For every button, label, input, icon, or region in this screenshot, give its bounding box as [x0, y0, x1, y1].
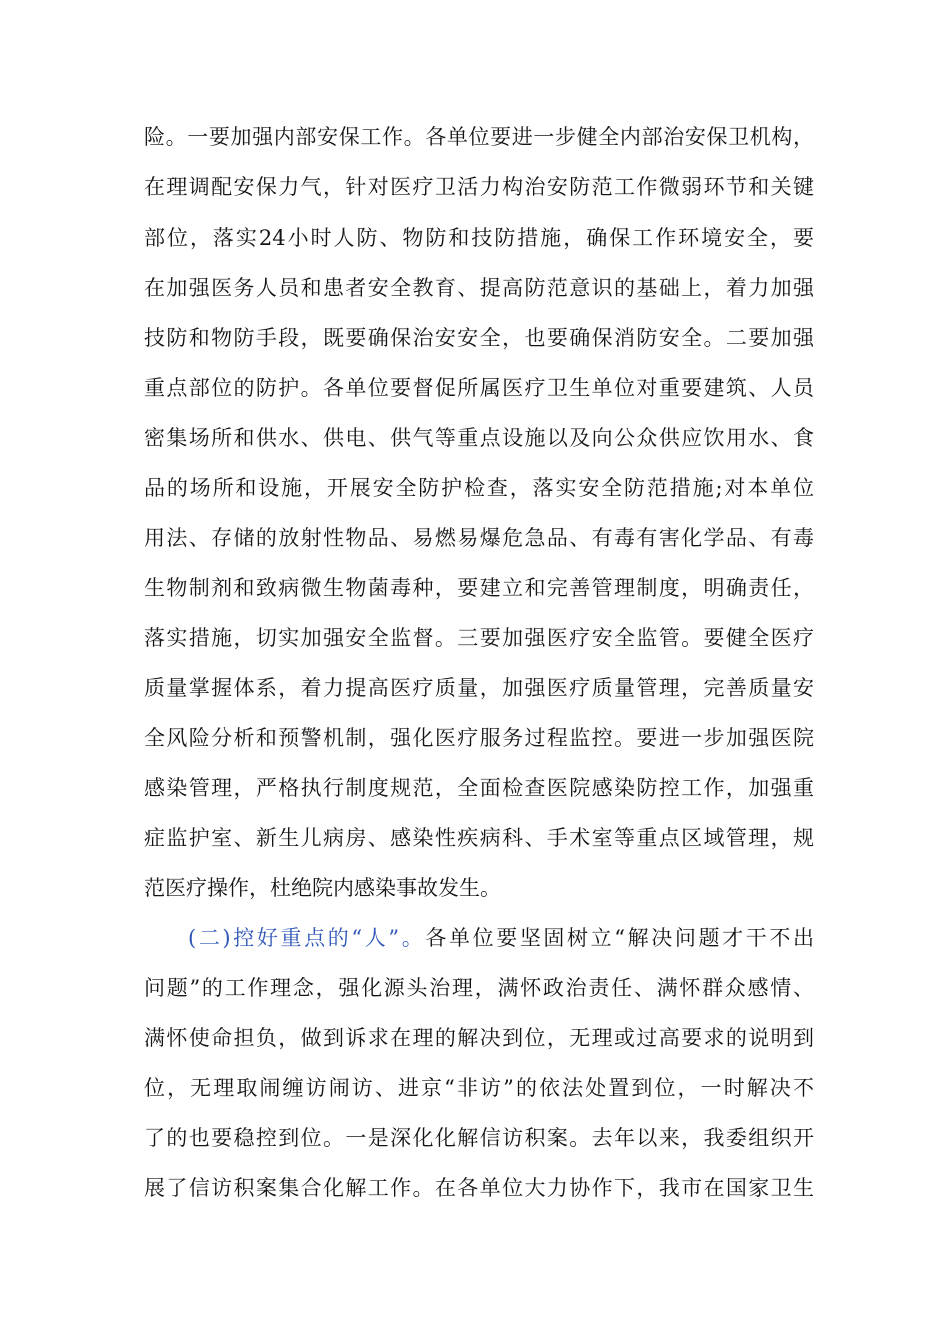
paragraph-1-line-6: 重点部位的防护。各单位要督促所属医疗卫生单位对重要建筑、人员 — [144, 376, 814, 400]
paragraph-1-line-1: 险。一要加强内部安保工作。各单位要进一步健全内部治安保卫机构， — [144, 125, 814, 149]
section-heading: (二)控好重点的“人”。 — [188, 926, 426, 950]
paragraph-1-line-10: 生物制剂和致病微生物菌毒种，要建立和完善管理制度，明确责任， — [144, 576, 814, 600]
paragraph-1-line-14: 感染管理，严格执行制度规范，全面检查医院感染防控工作，加强重 — [144, 776, 814, 800]
paragraph-1-line-15: 症监护室、新生儿病房、感染性疾病科、手术室等重点区域管理，规 — [144, 826, 814, 850]
paragraph-1-line-7: 密集场所和供水、供电、供气等重点设施以及向公众供应饮用水、食 — [144, 426, 814, 450]
paragraph-1-line-16: 范医疗操作，杜绝院内感染事故发生。 — [144, 876, 501, 900]
paragraph-2-line-2: 问题”的工作理念，强化源头治理，满怀政治责任、满怀群众感情、 — [144, 976, 814, 1000]
paragraph-1-line-4: 在加强医务人员和患者安全教育、提高防范意识的基础上，着力加强 — [144, 276, 814, 300]
paragraph-2-line-1-text: 各单位要坚固树立“解决问题才干不出 — [425, 926, 815, 950]
paragraph-1-line-5: 技防和物防手段，既要确保治安安全，也要确保消防安全。二要加强 — [144, 326, 814, 350]
paragraph-1-line-3: 部位，落实24小时人防、物防和技防措施，确保工作环境安全，要 — [144, 226, 814, 250]
paragraph-1-line-9: 用法、存储的放射性物品、易燃易爆危急品、有毒有害化学品、有毒 — [144, 526, 814, 550]
paragraph-1-line-13: 全风险分析和预警机制，强化医疗服务过程监控。要进一步加强医院 — [144, 726, 814, 750]
paragraph-2-line-3: 满怀使命担负，做到诉求在理的解决到位，无理或过高要求的说明到 — [144, 1026, 814, 1050]
paragraph-2-line-4: 位，无理取闹缠访闹访、进京“非访”的依法处置到位，一时解决不 — [144, 1076, 814, 1100]
paragraph-2-line-1 — [188, 923, 814, 953]
paragraph-1-line-11: 落实措施，切实加强安全监督。三要加强医疗安全监管。要健全医疗 — [144, 626, 814, 650]
paragraph-1-line-12: 质量掌握体系，着力提高医疗质量，加强医疗质量管理，完善质量安 — [144, 676, 814, 700]
paragraph-1-line-2: 在理调配安保力气，针对医疗卫活力构治安防范工作微弱环节和关键 — [144, 175, 814, 199]
paragraph-2-line-6: 展了信访积案集合化解工作。在各单位大力协作下，我市在国家卫生 — [144, 1176, 814, 1200]
paragraph-1-line-8: 品的场所和设施，开展安全防护检查，落实安全防范措施;对本单位 — [144, 476, 814, 500]
paragraph-2-line-5: 了的也要稳控到位。一是深化化解信访积案。去年以来，我委组织开 — [144, 1126, 814, 1150]
